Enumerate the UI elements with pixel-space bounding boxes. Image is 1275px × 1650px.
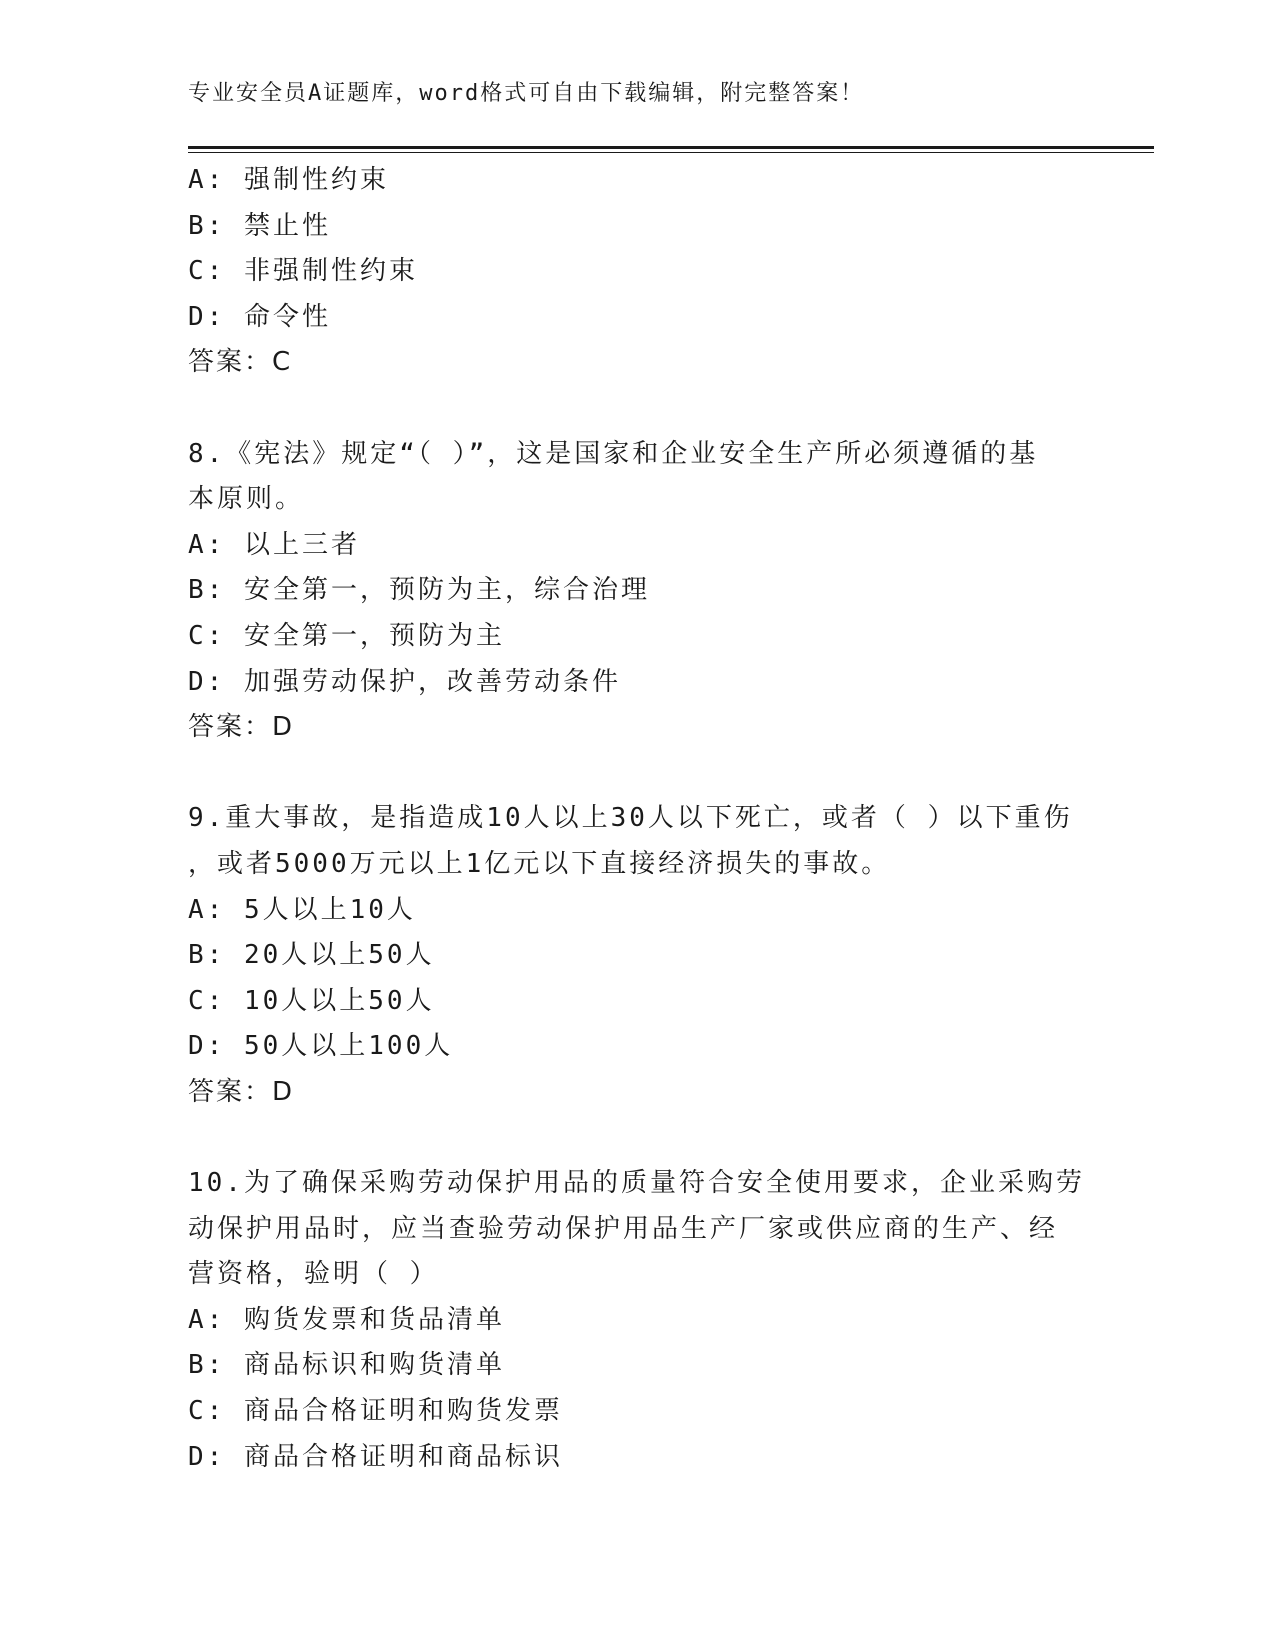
option-a: A: 购货发票和货品清单	[188, 1304, 505, 1335]
answer-line: 答案：C	[188, 347, 293, 378]
header-divider	[188, 146, 1154, 149]
question-10	[188, 1161, 1085, 1480]
option-d: D: 50人以上100人	[188, 1031, 454, 1062]
option-d: D: 命令性	[188, 301, 331, 332]
page-header: 专业安全员A证题库，word格式可自由下载编辑，附完整答案！	[188, 81, 865, 106]
stem-line: 8.《宪法》规定“（ ）”，这是国家和企业安全生产所必须遵循的基	[188, 438, 1039, 469]
question-stem	[188, 796, 1078, 887]
option-c: C: 商品合格证明和购货发票	[188, 1396, 563, 1427]
option-a: A: 以上三者	[188, 529, 360, 560]
question-9	[188, 796, 1078, 1115]
stem-line: 9.重大事故，是指造成10人以上30人以下死亡，或者（ ）以下重伤	[188, 803, 1073, 834]
option-a: A: 5人以上10人	[188, 894, 416, 925]
answer-line: 答案：D	[188, 712, 295, 743]
question-content	[188, 158, 1085, 1480]
stem-line: ，或者5000万元以上1亿元以下直接经济损失的事故。	[188, 848, 891, 879]
option-d: D: 商品合格证明和商品标识	[188, 1441, 563, 1472]
question-8	[188, 432, 1078, 751]
option-b: B: 禁止性	[188, 210, 331, 241]
question-stem	[188, 1161, 1085, 1298]
stem-line: 营资格，验明（ ）	[188, 1259, 439, 1290]
option-b: B: 安全第一，预防为主，综合治理	[188, 575, 650, 606]
option-b: B: 20人以上50人	[188, 940, 435, 971]
spacer	[188, 386, 1078, 432]
option-d: D: 加强劳动保护，改善劳动条件	[188, 666, 621, 697]
question-7	[188, 158, 1078, 386]
spacer	[188, 751, 1078, 797]
option-c: C: 10人以上50人	[188, 985, 435, 1016]
stem-line: 10.为了确保采购劳动保护用品的质量符合安全使用要求，企业采购劳	[188, 1168, 1085, 1199]
option-b: B: 商品标识和购货清单	[188, 1350, 505, 1381]
option-c: C: 安全第一，预防为主	[188, 620, 505, 651]
stem-line: 本原则。	[188, 484, 305, 515]
answer-line: 答案：D	[188, 1076, 295, 1107]
stem-line: 动保护用品时，应当查验劳动保护用品生产厂家或供应商的生产、经	[188, 1213, 1059, 1244]
option-a: A: 强制性约束	[188, 165, 389, 195]
option-c: C: 非强制性约束	[188, 256, 418, 287]
question-stem	[188, 432, 1078, 523]
spacer	[188, 1115, 1078, 1161]
